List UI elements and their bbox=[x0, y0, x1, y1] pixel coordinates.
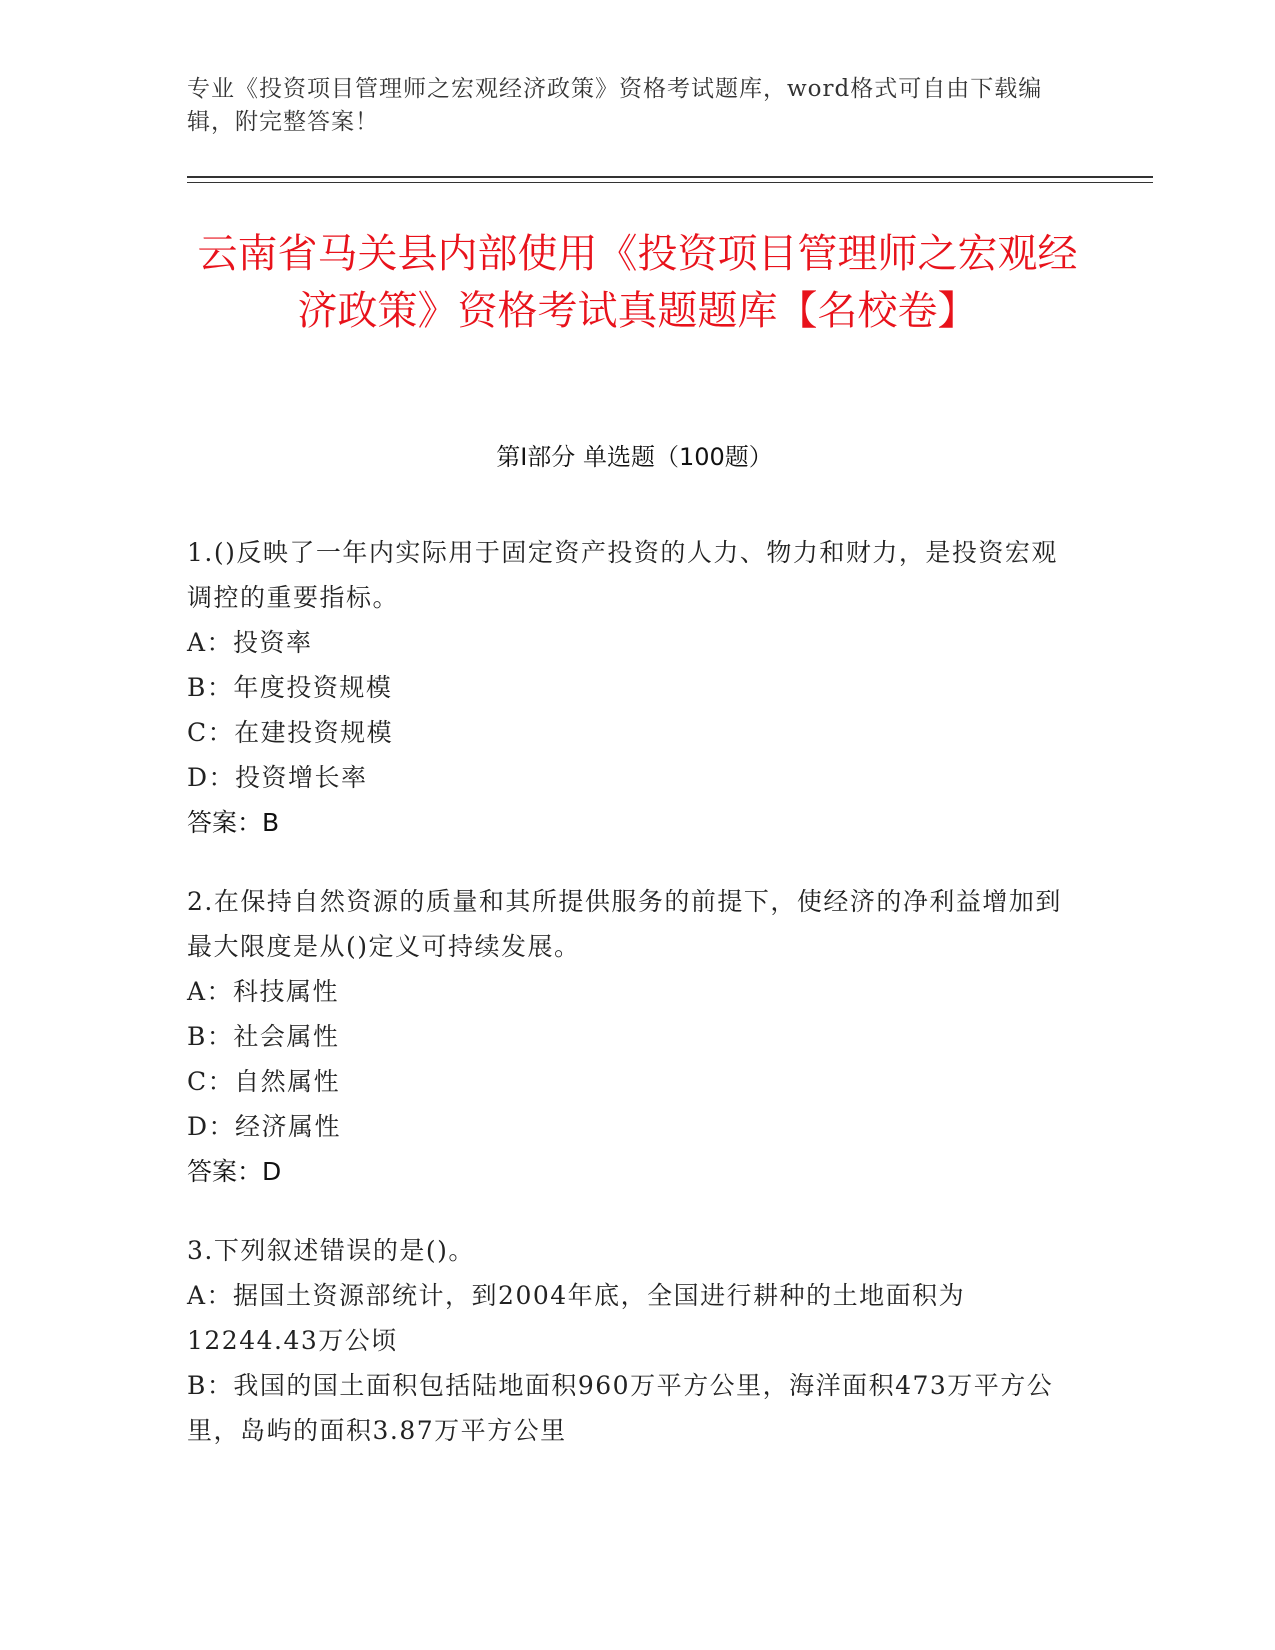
question-list bbox=[187, 530, 1067, 1487]
question-text: 1.()反映了一年内实际用于固定资产投资的人力、物力和财力，是投资宏观调控的重要指标。 bbox=[187, 538, 1058, 612]
option-b: B：年度投资规模 bbox=[187, 673, 393, 702]
option-c: C：在建投资规模 bbox=[187, 718, 394, 747]
question-text: 2.在保持自然资源的质量和其所提供服务的前提下，使经济的净利益增加到最大限度是从()定义可持续发展。 bbox=[187, 887, 1062, 961]
question-item bbox=[187, 1228, 1067, 1453]
answer-text: 答案：B bbox=[187, 808, 280, 837]
option-b: B：我国的国土面积包括陆地面积960万平方公里，海洋面积473万平方公里，岛屿的面积3.87万平方公里 bbox=[187, 1371, 1054, 1445]
option-d: D：投资增长率 bbox=[187, 763, 368, 792]
option-d: D：经济属性 bbox=[187, 1112, 342, 1141]
option-a: A：据国土资源部统计，到2004年底，全国进行耕种的土地面积为12244.43万公顷 bbox=[187, 1281, 966, 1355]
header-divider-thick bbox=[187, 176, 1153, 178]
answer-text: 答案：D bbox=[187, 1157, 282, 1186]
document-title: 云南省马关县内部使用《投资项目管理师之宏观经济政策》资格考试真题题库【名校卷】 bbox=[197, 231, 1078, 334]
header-note: 专业《投资项目管理师之宏观经济政策》资格考试题库，word格式可自由下载编辑，附完整答案！ bbox=[187, 76, 1043, 135]
header-divider-thin bbox=[187, 182, 1153, 183]
section-heading: 第I部分 单选题（100题） bbox=[496, 443, 773, 471]
question-text: 3.下列叙述错误的是()。 bbox=[187, 1236, 475, 1265]
question-item bbox=[187, 530, 1067, 845]
question-item bbox=[187, 879, 1067, 1194]
option-c: C：自然属性 bbox=[187, 1067, 341, 1096]
option-b: B：社会属性 bbox=[187, 1022, 340, 1051]
option-a: A：投资率 bbox=[187, 628, 313, 657]
option-a: A：科技属性 bbox=[187, 977, 340, 1006]
